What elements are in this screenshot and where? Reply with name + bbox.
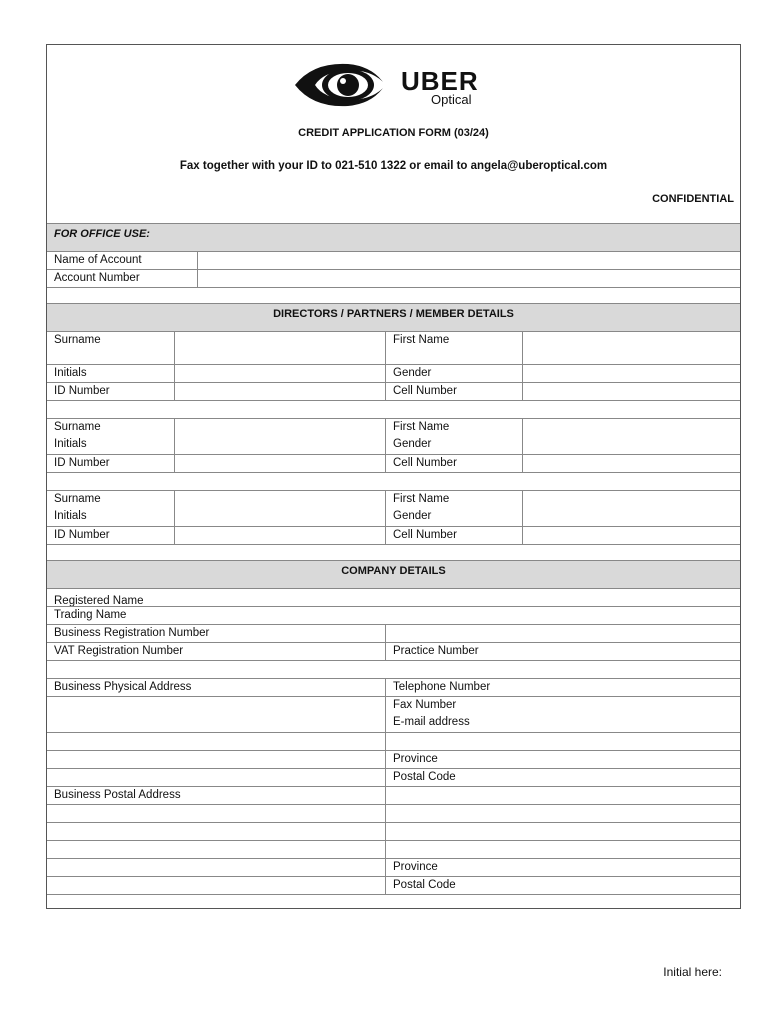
field-postal-address-line-5[interactable] (47, 859, 385, 876)
label-first-name: First Name (385, 491, 522, 508)
field-director-2-gender[interactable] (522, 436, 740, 454)
company-row-business-registration (47, 624, 740, 642)
label-initials: Initials (54, 510, 87, 522)
label-business-postal-address[interactable]: Business Postal Address (54, 789, 181, 801)
field-postal-right-4[interactable] (385, 841, 740, 858)
label-cell-number: Cell Number (385, 527, 522, 544)
field-business-registration-right[interactable] (385, 625, 740, 642)
field-director-1-id-number[interactable] (174, 383, 385, 400)
label-vat-registration-number[interactable]: VAT Registration Number (54, 645, 184, 657)
office-row-account-number (47, 269, 740, 287)
company-header (47, 560, 740, 588)
label-id-number: ID Number (54, 529, 110, 541)
label-province[interactable]: Province (385, 859, 740, 876)
label-email-address[interactable]: E-mail address (385, 714, 740, 732)
label-gender: Gender (385, 508, 522, 526)
field-director-3-cell-number[interactable] (522, 527, 740, 544)
company-row-postal-2 (47, 804, 740, 822)
directors-header (47, 303, 740, 331)
field-account-number[interactable] (197, 270, 740, 287)
label-postal-code[interactable]: Postal Code (385, 769, 740, 786)
field-physical-address-line-5[interactable] (47, 751, 385, 768)
label-cell-number: Cell Number (385, 383, 522, 400)
field-physical-address-line-3[interactable] (47, 714, 385, 732)
company-row-postal-4 (47, 840, 740, 858)
company-row-postal-code-1 (47, 768, 740, 786)
field-physical-right-blank[interactable] (385, 733, 740, 750)
company-row-email (47, 714, 740, 732)
label-fax-number[interactable]: Fax Number (385, 697, 740, 714)
field-director-2-initials[interactable] (174, 436, 385, 454)
office-use-heading: FOR OFFICE USE: (54, 228, 150, 240)
field-director-2-id-number[interactable] (174, 455, 385, 472)
field-physical-address-line-4[interactable] (47, 733, 385, 750)
field-name-of-account[interactable] (197, 252, 740, 269)
label-trading-name[interactable]: Trading Name (54, 609, 127, 621)
field-director-3-surname[interactable] (174, 491, 385, 508)
company-row-postal-code-2 (47, 876, 740, 894)
field-director-1-gender[interactable] (522, 365, 740, 382)
company-row-trading-name (47, 606, 740, 624)
label-practice-number[interactable]: Practice Number (385, 643, 740, 660)
field-postal-right-3[interactable] (385, 823, 740, 840)
spacer-row (47, 660, 740, 678)
label-account-number: Account Number (54, 272, 140, 284)
form-title: CREDIT APPLICATION FORM (03/24) (298, 127, 489, 139)
company-row-province-1 (47, 750, 740, 768)
spacer-row (47, 544, 740, 560)
label-gender: Gender (385, 365, 522, 382)
director-3-row-initials (47, 508, 740, 526)
director-3-row-id (47, 526, 740, 544)
director-2-row-surname (47, 418, 740, 436)
label-business-registration-number[interactable]: Business Registration Number (54, 627, 210, 639)
office-use-header (47, 223, 740, 251)
field-director-2-first-name[interactable] (522, 419, 740, 436)
office-row-name-of-account (47, 251, 740, 269)
field-director-1-cell-number[interactable] (522, 383, 740, 400)
label-telephone-number[interactable]: Telephone Number (385, 679, 740, 696)
confidential-label: CONFIDENTIAL (652, 193, 734, 205)
field-director-1-first-name[interactable] (522, 332, 740, 364)
field-postal-address-line-4[interactable] (47, 841, 385, 858)
field-director-2-cell-number[interactable] (522, 455, 740, 472)
logo-text-optical: Optical (431, 92, 472, 107)
label-registered-name[interactable]: Registered Name (54, 595, 144, 607)
director-2-row-initials (47, 436, 740, 454)
field-director-1-surname[interactable] (174, 332, 385, 364)
table-bottom-rule (47, 894, 740, 895)
label-initials: Initials (54, 367, 87, 379)
field-physical-address-line-6[interactable] (47, 769, 385, 786)
field-postal-address-line-3[interactable] (47, 823, 385, 840)
director-1-row-initials (47, 364, 740, 382)
label-initials: Initials (54, 438, 87, 450)
label-surname: Surname (54, 493, 101, 505)
company-row-province-2 (47, 858, 740, 876)
directors-heading: DIRECTORS / PARTNERS / MEMBER DETAILS (273, 308, 514, 320)
field-director-3-id-number[interactable] (174, 527, 385, 544)
label-id-number: ID Number (54, 385, 110, 397)
field-postal-address-line-6[interactable] (47, 877, 385, 894)
field-postal-right-2[interactable] (385, 805, 740, 822)
field-director-3-first-name[interactable] (522, 491, 740, 508)
field-physical-address-line-2[interactable] (47, 697, 385, 714)
logo-text-uber: UBER (401, 66, 479, 96)
field-postal-address-line-2[interactable] (47, 805, 385, 822)
credit-application-form (46, 44, 741, 909)
company-row-postal-address (47, 786, 740, 804)
company-row-postal-3 (47, 822, 740, 840)
label-province[interactable]: Province (385, 751, 740, 768)
label-postal-code[interactable]: Postal Code (385, 877, 740, 894)
label-name-of-account: Name of Account (54, 254, 142, 266)
field-director-1-initials[interactable] (174, 365, 385, 382)
form-subtitle: Fax together with your ID to 021-510 1322 or email to angela@uberoptical.com (179, 160, 608, 172)
spacer-row (47, 472, 740, 490)
director-2-row-id (47, 454, 740, 472)
label-first-name: First Name (385, 332, 522, 364)
company-row-registered-name (47, 588, 740, 606)
director-1-row-id (47, 382, 740, 400)
label-first-name: First Name (385, 419, 522, 436)
company-row-vat (47, 642, 740, 660)
uber-optical-logo (293, 60, 503, 110)
spacer-row (47, 400, 740, 418)
label-business-physical-address[interactable]: Business Physical Address (54, 681, 192, 693)
field-director-3-initials[interactable] (174, 508, 385, 526)
field-postal-right-1[interactable] (385, 787, 740, 804)
company-row-fax (47, 696, 740, 714)
company-row-blank (47, 732, 740, 750)
company-heading: COMPANY DETAILS (341, 565, 446, 577)
label-surname: Surname (54, 334, 101, 346)
spacer-row (47, 287, 740, 303)
label-id-number: ID Number (54, 457, 110, 469)
label-cell-number: Cell Number (385, 455, 522, 472)
director-1-row-surname (47, 331, 740, 364)
label-gender: Gender (385, 436, 522, 454)
initial-here-label: Initial here: (663, 965, 722, 979)
director-3-row-surname (47, 490, 740, 508)
field-director-2-surname[interactable] (174, 419, 385, 436)
label-surname: Surname (54, 421, 101, 433)
field-director-3-gender[interactable] (522, 508, 740, 526)
company-row-physical-address (47, 678, 740, 696)
